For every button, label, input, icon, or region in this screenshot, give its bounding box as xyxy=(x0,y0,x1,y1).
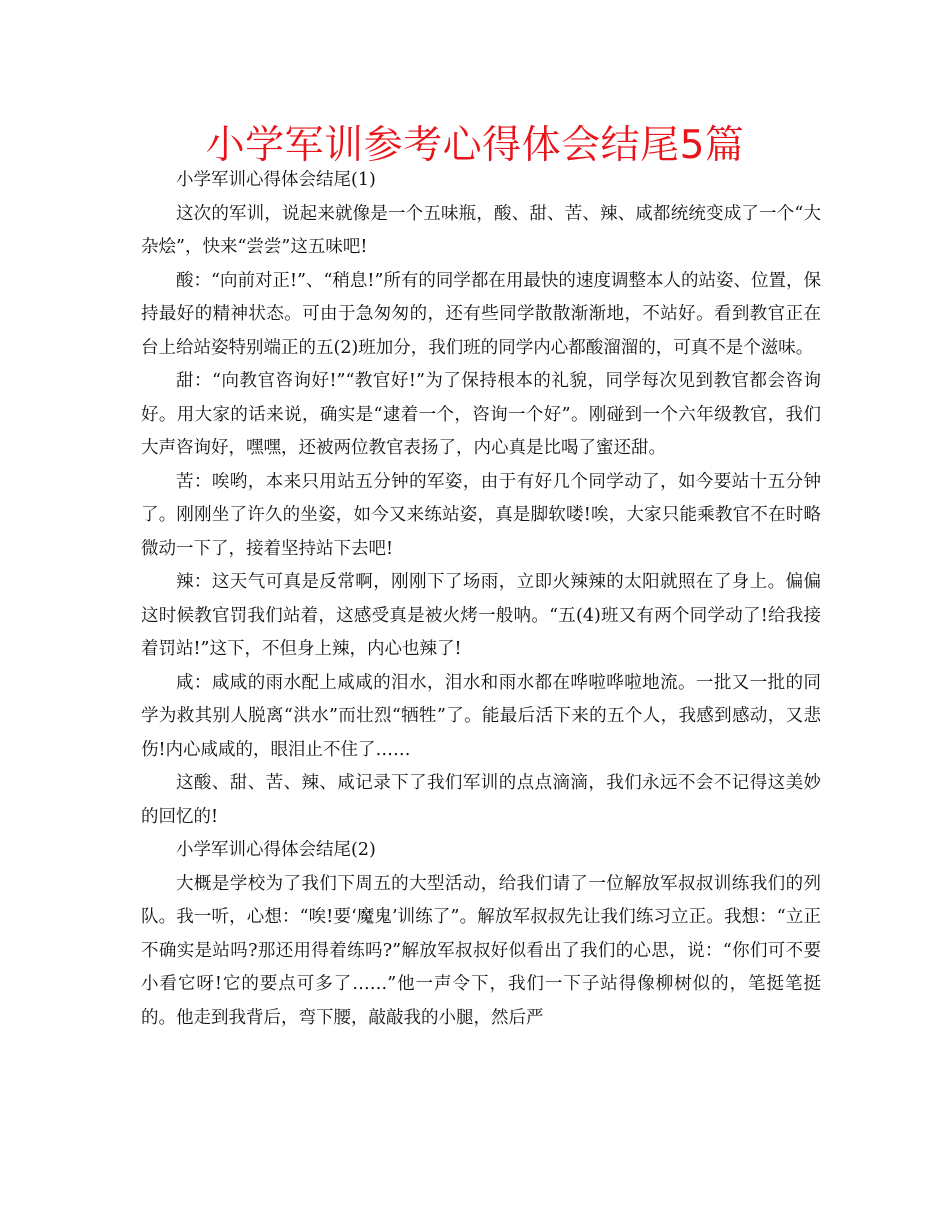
document-body xyxy=(141,164,821,1035)
paragraph-training: 大概是学校为了我们下周五的大型活动，给我们请了一位解放军叔叔训练我们的列队。我一听，心想：“唉!要‘魔鬼’训练了”。解放军叔叔先让我们练习立正。我想：“立正不确实是站吗?那还用得着练吗?”解放军叔叔好似看出了我们的心思，说：“你们可不要小看它呀!它的要点可多了……”他一声令下，我们一下子站得像柳树似的，笔挺笔挺的。他走到我背后，弯下腰，敲敲我的小腿，然后严 xyxy=(141,873,821,1028)
paragraph-spicy: 辣：这天气可真是反常啊，刚刚下了场雨，立即火辣辣的太阳就照在了身上。偏偏这时候教官罚我们站着，这感受真是被火烤一般呐。“五(4)班又有两个同学动了!给我接着罚站!”这下，不但身上辣，内心也辣了! xyxy=(141,572,821,659)
paragraph-sweet: 甜：“向教官咨询好!”“教官好!”为了保持根本的礼貌，同学每次见到教官都会咨询好。用大家的话来说，确实是“逮着一个，咨询一个好”。刚碰到一个六年级教官，我们大声咨询好，嘿嘿，还被两位教官表扬了，内心真是比喝了蜜还甜。 xyxy=(141,371,821,458)
section-heading-2: 小学军训心得体会结尾(2) xyxy=(176,840,376,860)
paragraph-summary: 这酸、甜、苦、辣、咸记录下了我们军训的点点滴滴，我们永远不会不记得这美妙的回忆的! xyxy=(141,773,821,827)
section-heading-1: 小学军训心得体会结尾(1) xyxy=(176,170,376,190)
paragraph-bitter: 苦：唉哟，本来只用站五分钟的军姿，由于有好几个同学动了，如今要站十五分钟了。刚刚坐了许久的坐姿，如今又来练站姿，真是脚软喽!唉，大家只能乘教官不在时略微动一下了，接着坚持站下去吧! xyxy=(141,471,821,559)
paragraph-salty: 咸：咸咸的雨水配上咸咸的泪水，泪水和雨水都在哗啦哗啦地流。一批又一批的同学为救其别人脱离“洪水”而壮烈“牺牲”了。能最后活下来的五个人，我感到感动，又悲伤!内心咸咸的，眼泪止不住了…… xyxy=(141,672,821,760)
document-title: 小学军训参考心得体会结尾5篇 xyxy=(205,123,745,168)
paragraph-intro: 这次的军训，说起来就像是一个五味瓶，酸、甜、苦、辣、咸都统统变成了一个“大杂烩”，快来“尝尝”这五味吧! xyxy=(141,203,821,257)
paragraph-sour: 酸：“向前对正!”、“稍息!”所有的同学都在用最快的速度调整本人的站姿、位置，保持最好的精神状态。可由于急匆匆的，还有些同学散散渐渐地，不站好。看到教官正在台上给站姿特别端正的五(2)班加分，我们班的同学内心都酸溜溜的，可真不是个滋味。 xyxy=(141,270,821,358)
